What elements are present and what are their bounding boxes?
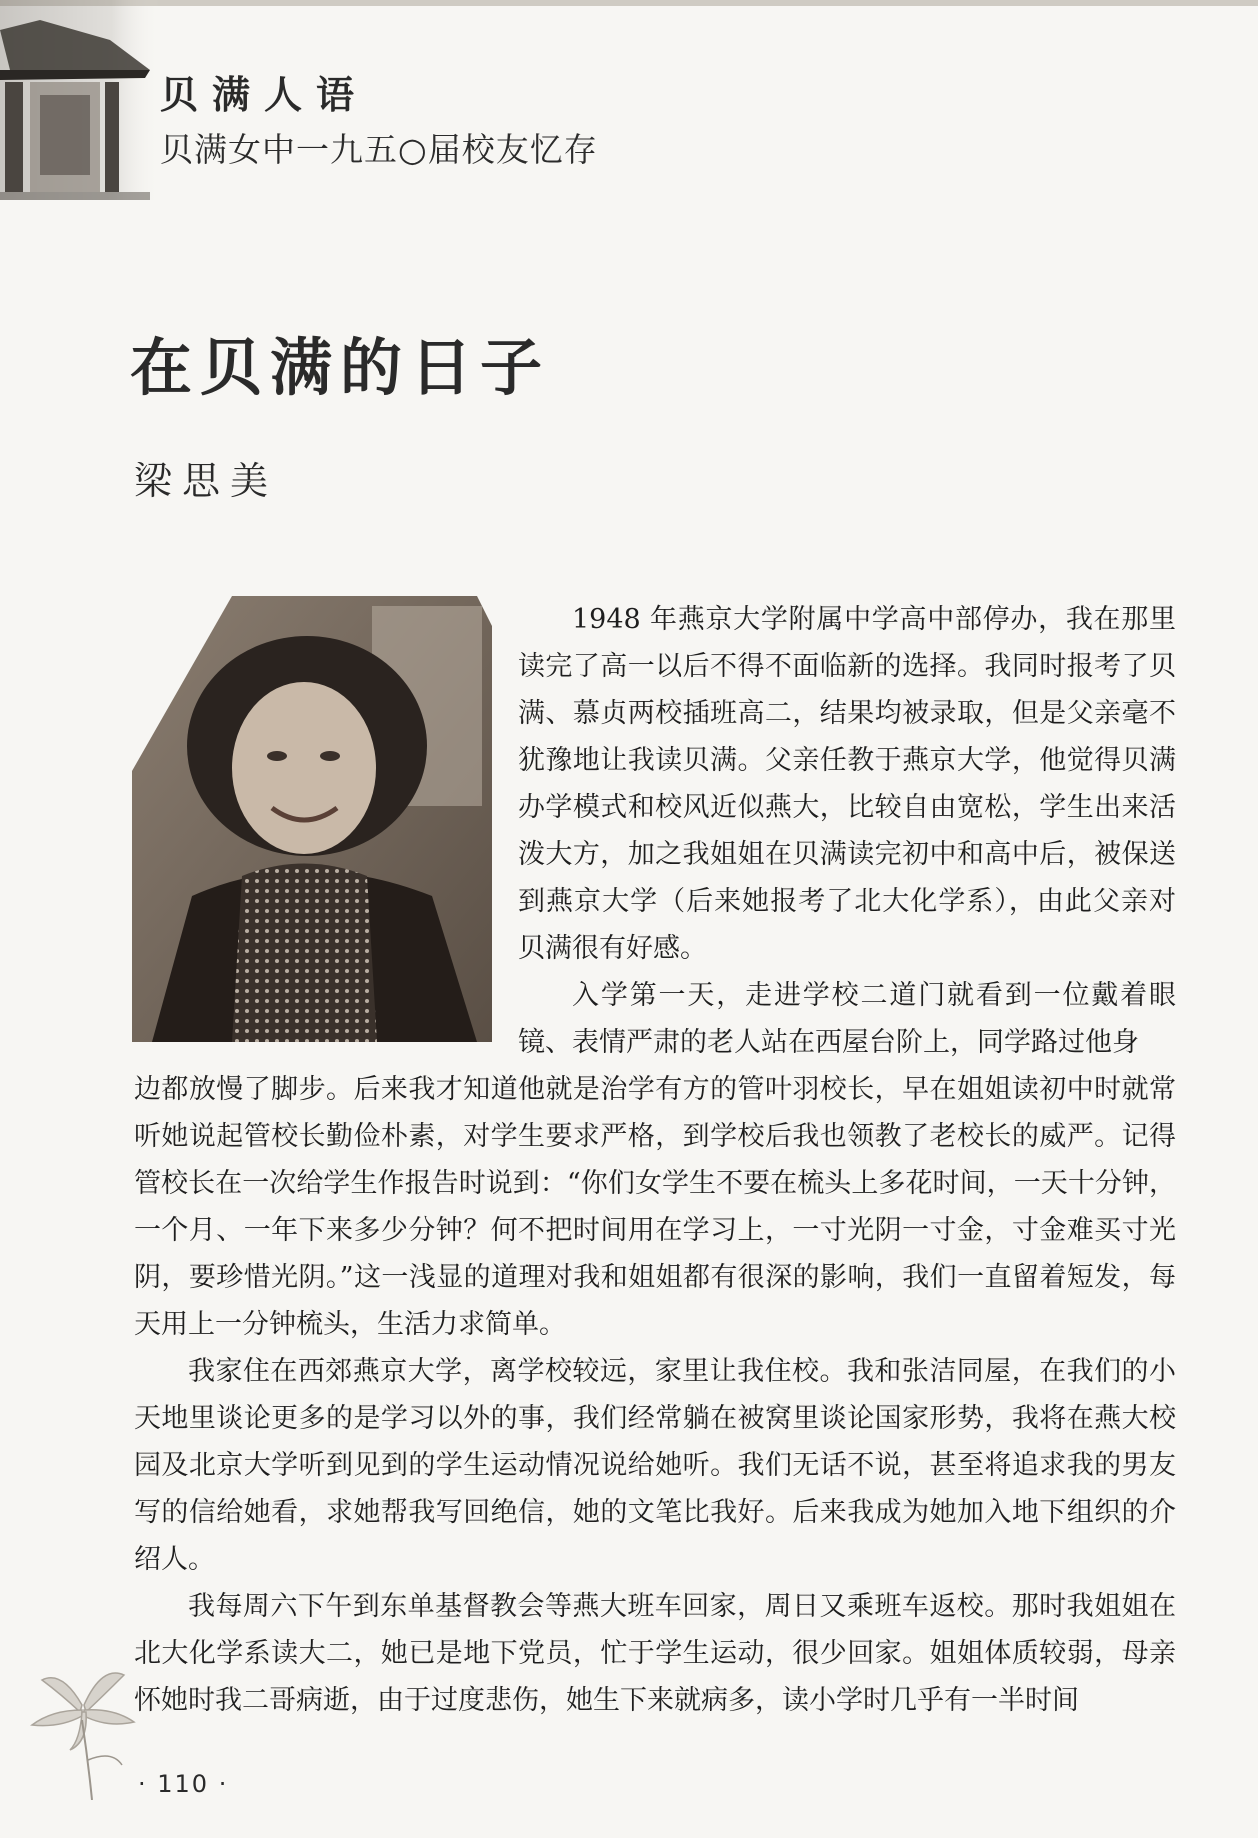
author-portrait-photo <box>132 596 492 1042</box>
paragraph-4: 我每周六下午到东单基督教会等燕大班车回家，周日又乘班车返校。那时我姐姐在北大化学系读大二，她已是地下党员，忙于学生运动，很少回家。姐姐体质较弱，母亲怀她时我二哥病逝，由于过度悲伤，她生下来就病多，读小学时几乎有一半时间 <box>134 1591 1176 1716</box>
page-top-strip <box>0 0 1258 6</box>
lily-flower-decoration <box>22 1650 142 1800</box>
section-subtitle: 贝满女中一九五○届校友忆存 <box>160 130 598 169</box>
article-title: 在贝满的日子 <box>130 331 551 404</box>
section-title: 贝满人语 <box>160 73 369 117</box>
paragraph-2-start: 入学第一天，走进学校二道门就看到一位戴着眼镜、表情严肃的老人站在西屋台阶上，同学路过他身 <box>518 980 1176 1058</box>
paragraph-1: 1948 年燕京大学附属中学高中部停办，我在那里读完了高一以后不得不面临新的选择。我同时报考了贝满、慕贞两校插班高二，结果均被录取，但是父亲毫不犹豫地让我读贝满。父亲任教于燕京大学，他觉得贝满办学模式和校风近似燕大，比较自由宽松，学生出来活泼大方，加之我姐姐在贝满读完初中和高中后，被保送到燕京大学（后来她报考了北大化学系），由此父亲对贝满很有好感。 <box>518 604 1176 964</box>
paragraph-3: 我家住在西郊燕京大学，离学校较远，家里让我住校。我和张洁同屋，在我们的小天地里谈论更多的是学习以外的事，我们经常躺在被窝里谈论国家形势，我将在燕大校园及北京大学听到见到的学生运动情况说给她听。我们无话不说，甚至将追求我的男友写的信给她看，求她帮我写回绝信，她的文笔比我好。后来我成为她加入地下组织的介绍人。 <box>134 1356 1176 1575</box>
pavilion-header-image <box>0 0 160 200</box>
article-body-right-column <box>518 596 1176 1066</box>
article-author: 梁思美 <box>134 459 279 503</box>
article-body-full-width <box>134 1066 1176 1724</box>
paragraph-2-continued: 边都放慢了脚步。后来我才知道他就是治学有方的管叶羽校长，早在姐姐读初中时就常听她说起管校长勤俭朴素，对学生要求严格，到学校后我也领教了老校长的威严。记得管校长在一次给学生作报告时说到：“你们女学生不要在梳头上多花时间，一天十分钟，一个月、一年下来多少分钟？何不把时间用在学习上，一寸光阴一寸金，寸金难买寸光阴，要珍惜光阴。”这一浅显的道理对我和姐姐都有很深的影响，我们一直留着短发，每天用上一分钟梳头，生活力求简单。 <box>134 1074 1176 1340</box>
page-number: · 110 · <box>138 1770 229 1798</box>
